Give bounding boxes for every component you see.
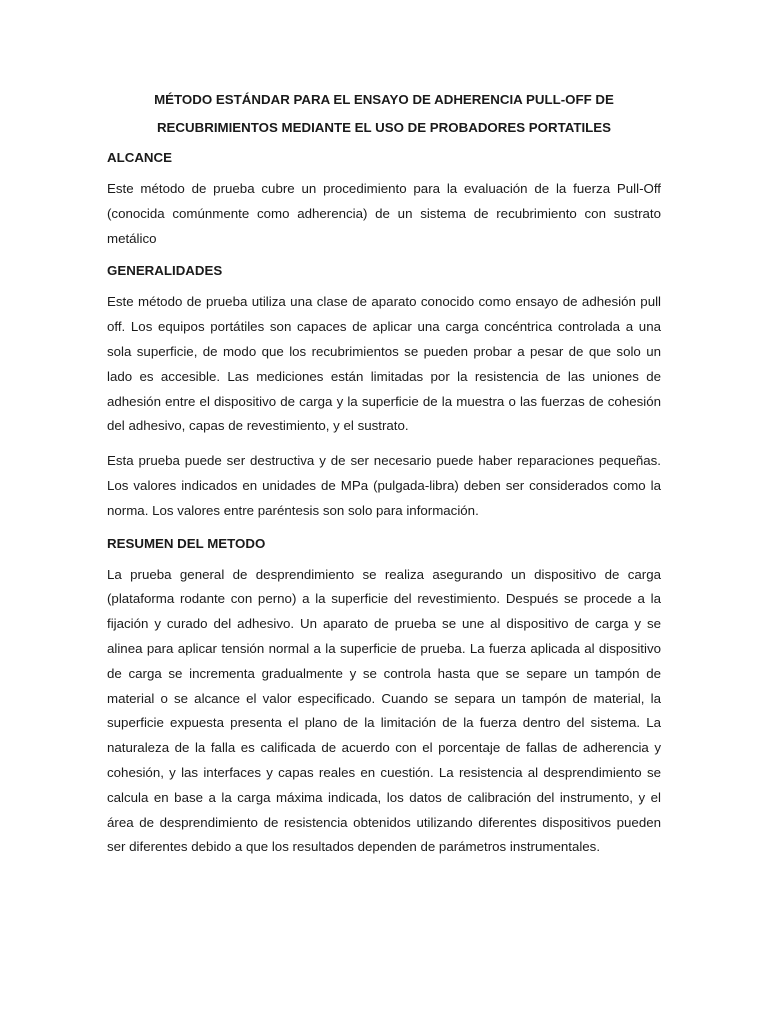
section-heading: GENERALIDADES — [107, 263, 223, 279]
paragraph: Este método de prueba utiliza una clase de aparato conocido como ensayo de adhesión pull off. Los equipos portátiles son capaces de aplicar una carga concéntrica controlada a una sola superficie, de modo que los recubrimientos se pueden probar a pesar de que solo un lado es accesible. Las mediciones están limitadas por la resistencia de las uniones de adhesión entre el dispositivo de carga y la superficie de la muestra o las fuerzas de cohesión del adhesivo, capas de revestimiento, y el sustrato. — [107, 294, 661, 434]
section-alcance — [107, 148, 661, 251]
document-title-line-1: MÉTODO ESTÁNDAR PARA EL ENSAYO DE ADHERENCIA PULL-OFF DE — [154, 92, 614, 107]
document-title-line-2: RECUBRIMIENTOS MEDIANTE EL USO DE PROBADORES PORTATILES — [156, 120, 612, 135]
document-page — [107, 86, 661, 870]
paragraph: Esta prueba puede ser destructiva y de ser necesario puede haber reparaciones pequeñas. Los valores indicados en unidades de MPa (pulgada-libra) deben ser considerados como la norma. Los valores entre paréntesis son solo para información. — [107, 453, 661, 518]
section-heading: ALCANCE — [107, 150, 173, 165]
paragraph: Este método de prueba cubre un procedimiento para la evaluación de la fuerza Pull-Off (conocida comúnmente como adherencia) de un sistema de recubrimiento con sustrato metálico — [107, 181, 661, 246]
paragraph: La prueba general de desprendimiento se realiza asegurando un dispositivo de carga (plataforma rodante con perno) a la superficie del revestimiento. Después se procede a la fijación y curado del adhesivo. Un aparato de prueba se une al dispositivo de carga y se alinea para aplicar tensión normal a la superficie de prueba. La fuerza aplicada al dispositivo de carga se incrementa gradualmente y se controla hasta que se separe un tampón de material o se alcance el valor especificado. Cuando se separa un tampón de material, la superficie expuesta presenta el plano de la limitación de la fuerza dentro del sistema. La naturaleza de la falla es calificada de acuerdo con el porcentaje de fallas de adherencia y cohesión, y las interfaces y capas reales en cuestión. La resistencia al desprendimiento se calcula en base a la carga máxima indicada, los datos de calibración del instrumento, y el área de desprendimiento de resistencia obtenidos utilizando diferentes dispositivos pueden ser diferentes debido a que los resultados dependen de parámetros instrumentales. — [107, 566, 661, 855]
section-heading: RESUMEN DEL METODO — [107, 535, 266, 551]
section-generalidades — [107, 261, 661, 523]
document-title — [107, 86, 661, 142]
section-resumen-del-metodo — [107, 534, 661, 861]
